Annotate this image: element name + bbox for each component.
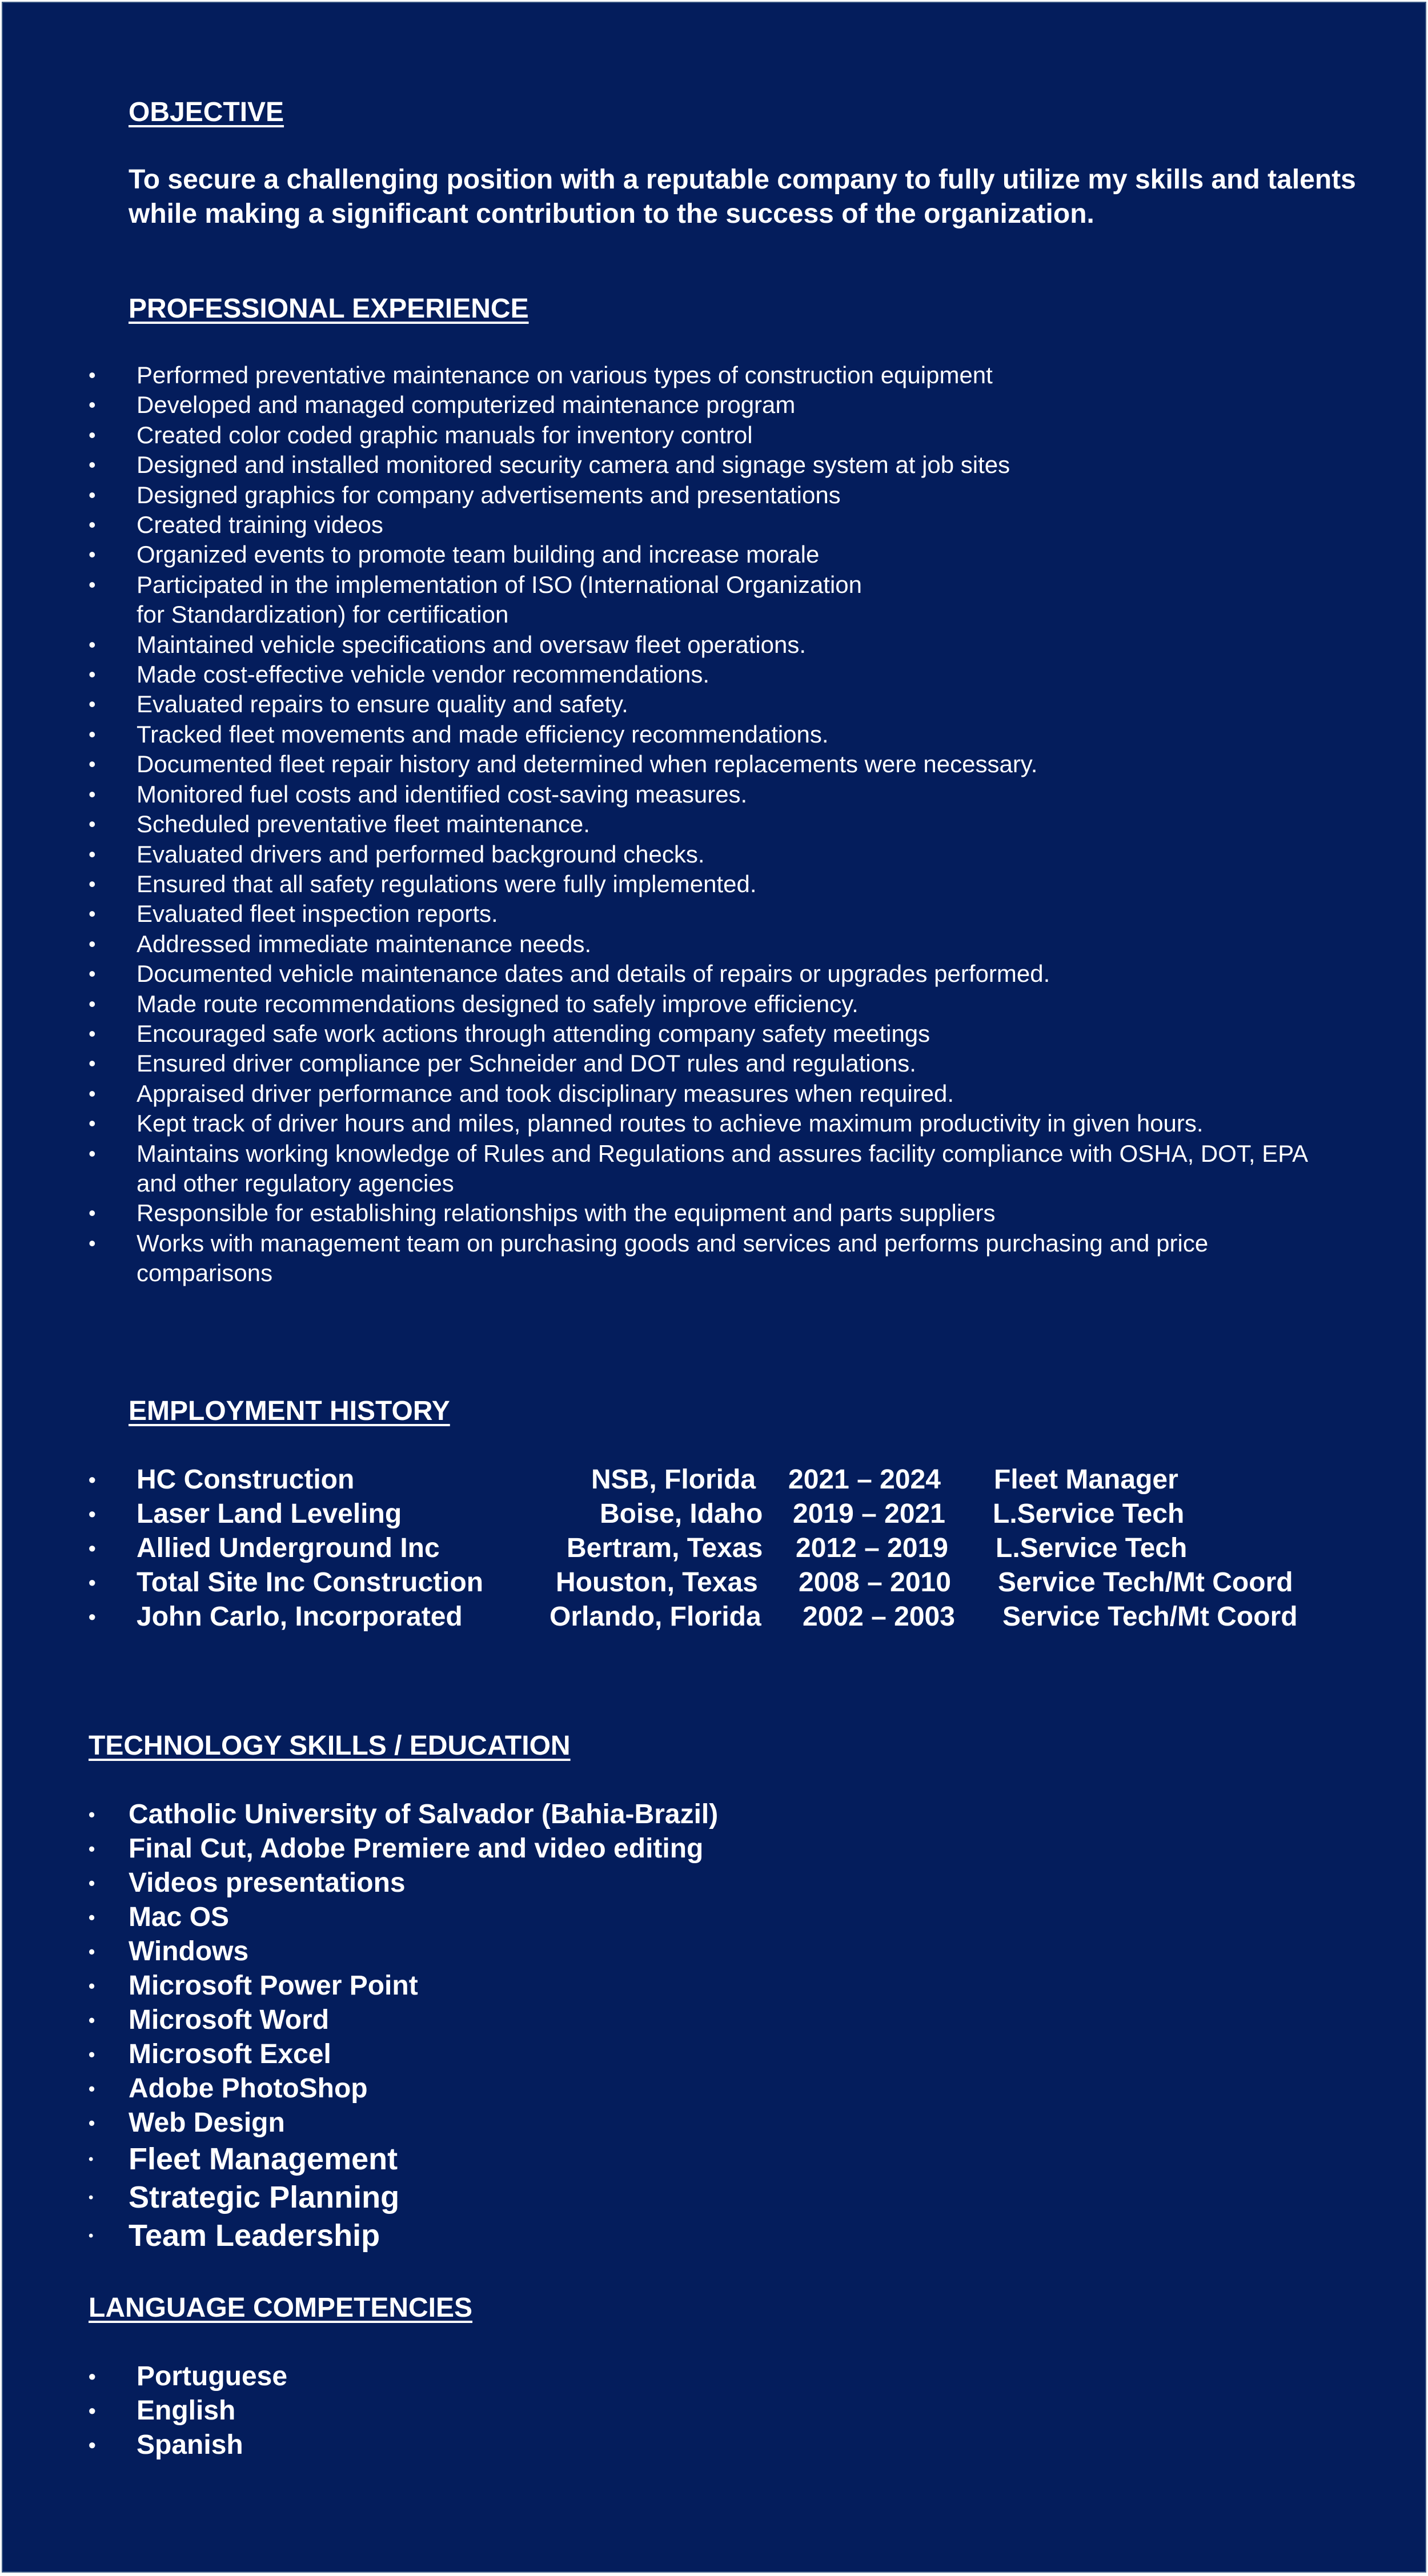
employer-location: Orlando, Florida	[549, 1602, 761, 1632]
bullet: •	[89, 1081, 96, 1105]
experience-item: • Kept track of driver hours and miles, planned routes to achieve maximum productivity in given hours.	[3, 1109, 1426, 1138]
bullet: •	[89, 1536, 96, 1560]
bullet: •	[89, 692, 96, 716]
bullet: •	[89, 2079, 95, 2099]
job-title: Service Tech/Mt Coord	[1002, 1602, 1298, 1632]
employment-years: 2019 – 2021	[793, 1499, 945, 1529]
bullet: •	[89, 423, 96, 447]
bullet: •	[89, 782, 96, 806]
experience-item: • Designed and installed monitored security camera and signage system at job sites	[3, 450, 1426, 480]
language-item: • English	[3, 2394, 1426, 2428]
bullet: •	[89, 453, 96, 477]
bullet: •	[89, 2190, 94, 2205]
experience-item: • Appraised driver performance and took disciplinary measures when required.	[3, 1079, 1426, 1109]
employment-row	[3, 1600, 1426, 1634]
bullet: •	[89, 543, 96, 567]
experience-item: • Performed preventative maintenance on various types of construction equipment	[3, 360, 1426, 390]
bullet: •	[89, 663, 96, 687]
bullet: •	[89, 752, 96, 776]
experience-item: • Responsible for establishing relationships with the equipment and parts suppliers	[3, 1198, 1426, 1228]
bullet: •	[89, 1201, 96, 1225]
employment-years: 2008 – 2010	[799, 1567, 951, 1598]
bullet: •	[89, 902, 96, 926]
employer-name: Total Site Inc Construction	[137, 1567, 484, 1598]
experience-item: • Works with management team on purchasing goods and services and performs purchasing and price comparisons	[89, 1229, 1209, 1287]
resume-page	[2, 2, 1426, 2573]
job-title: Service Tech/Mt Coord	[998, 1567, 1293, 1598]
experience-item: • Tracked fleet movements and made efficiency recommendations.	[3, 720, 1426, 749]
experience-item: • Addressed immediate maintenance needs.	[3, 929, 1426, 959]
skill-item: • Videos presentations	[3, 1866, 1426, 1900]
bullet: •	[89, 1052, 96, 1076]
skill-item: • Fleet Management	[3, 2140, 1426, 2178]
employment-years: 2002 – 2003	[803, 1602, 955, 1632]
bullet: •	[89, 1231, 96, 1255]
skill-item: • Microsoft Power Point	[3, 1969, 1426, 2003]
bullet: •	[89, 2113, 95, 2133]
bullet: •	[89, 572, 96, 596]
skill-item: • Strategic Planning	[3, 2178, 1426, 2217]
experience-item: • Maintains working knowledge of Rules and Regulations and assures facility compliance with OSHA, DOT, EPA and other regulatory agencies	[89, 1139, 1307, 1197]
experience-item: • Designed graphics for company advertisements and presentations	[3, 480, 1426, 510]
bullet: •	[89, 1112, 96, 1135]
experience-item: • Monitored fuel costs and identified cost-saving measures.	[3, 780, 1426, 809]
bullet: •	[89, 2433, 96, 2457]
skill-item: • Team Leadership	[3, 2217, 1426, 2255]
employment-row	[3, 1463, 1426, 1497]
employer-location: NSB, Florida	[591, 1464, 756, 1495]
bullet: •	[89, 932, 96, 956]
bullet: •	[89, 1605, 96, 1628]
bullet: •	[89, 2010, 95, 2031]
bullet: •	[89, 483, 96, 507]
bullet: •	[89, 722, 96, 746]
objective-heading: OBJECTIVE	[129, 97, 284, 127]
bullet: •	[89, 842, 96, 866]
bullet: •	[89, 1502, 96, 1526]
experience-item: • Scheduled preventative fleet maintenance.	[3, 809, 1426, 839]
experience-item: • Maintained vehicle specifications and oversaw fleet operations.	[3, 630, 1426, 660]
experience-item: • Ensured that all safety regulations were fully implemented.	[3, 869, 1426, 899]
employment-row	[3, 1531, 1426, 1566]
bullet: •	[89, 812, 96, 836]
experience-item: • Evaluated repairs to ensure quality and safety.	[3, 689, 1426, 719]
languages-list	[3, 2360, 1426, 2462]
employer-name: HC Construction	[137, 1464, 355, 1495]
bullet: •	[89, 632, 96, 656]
experience-item: • Documented vehicle maintenance dates and details of repairs or upgrades performed.	[3, 959, 1426, 989]
bullet: •	[89, 1141, 96, 1165]
employment-row	[3, 1497, 1426, 1531]
experience-item: • Encouraged safe work actions through attending company safety meetings	[3, 1019, 1426, 1049]
skill-item: • Web Design	[3, 2106, 1426, 2140]
skill-item: • Microsoft Excel	[3, 2037, 1426, 2072]
language-item: • Spanish	[3, 2428, 1426, 2462]
bullet: •	[89, 1804, 95, 1825]
experience-item: • Made cost-effective vehicle vendor recommendations.	[3, 660, 1426, 689]
experience-item-continuation: for Standardization) for certification	[137, 601, 509, 628]
employer-name: John Carlo, Incorporated	[137, 1602, 463, 1632]
skill-item: • Microsoft Word	[3, 2003, 1426, 2037]
employer-location: Boise, Idaho	[600, 1499, 763, 1529]
bullet: •	[89, 992, 96, 1016]
experience-item: • Made route recommendations designed to safely improve efficiency.	[3, 989, 1426, 1019]
experience-item: • Documented fleet repair history and determined when replacements were necessary.	[3, 749, 1426, 779]
bullet: •	[89, 2399, 96, 2422]
employment-years: 2012 – 2019	[796, 1533, 948, 1563]
bullet: •	[89, 1976, 95, 1996]
bullet: •	[89, 1873, 95, 1893]
employment-list	[3, 1463, 1426, 1634]
job-title: L.Service Tech	[996, 1533, 1188, 1563]
skill-item: • Mac OS	[3, 1900, 1426, 1935]
employment-years: 2021 – 2024	[788, 1464, 941, 1495]
experience-item: • Evaluated fleet inspection reports.	[3, 899, 1426, 929]
skill-item: • Catholic University of Salvador (Bahia-Brazil)	[3, 1797, 1426, 1832]
bullet: •	[89, 1571, 96, 1594]
bullet: •	[89, 2152, 94, 2167]
job-title: L.Service Tech	[993, 1499, 1185, 1529]
bullet: •	[89, 962, 96, 986]
bullet: •	[89, 393, 96, 417]
bullet: •	[89, 1839, 95, 1859]
employment-row	[3, 1566, 1426, 1600]
experience-item: • Organized events to promote team building and increase morale	[3, 540, 1426, 569]
bullet: •	[89, 872, 96, 896]
bullet: •	[89, 2228, 94, 2244]
bullet: •	[89, 1468, 96, 1491]
experience-item: • Created color coded graphic manuals for inventory control	[3, 420, 1426, 450]
experience-list	[3, 360, 1426, 1289]
language-item: • Portuguese	[3, 2360, 1426, 2394]
skills-list	[3, 1797, 1426, 2255]
skills-heading: TECHNOLOGY SKILLS / EDUCATION	[89, 1731, 571, 1761]
employer-location: Bertram, Texas	[567, 1533, 763, 1563]
employment-heading: EMPLOYMENT HISTORY	[129, 1396, 450, 1426]
bullet: •	[89, 1907, 95, 1928]
experience-item: • Created training videos	[3, 510, 1426, 540]
employer-name: Allied Underground Inc	[137, 1533, 440, 1563]
experience-heading: PROFESSIONAL EXPERIENCE	[129, 294, 529, 324]
bullet: •	[89, 1941, 95, 1962]
bullet: •	[89, 2044, 95, 2065]
experience-item: • Evaluated drivers and performed background checks.	[3, 840, 1426, 869]
job-title: Fleet Manager	[994, 1464, 1178, 1495]
languages-heading: LANGUAGE COMPETENCIES	[89, 2293, 473, 2323]
bullet: •	[89, 363, 96, 387]
bullet: •	[89, 513, 96, 537]
experience-item: • Developed and managed computerized maintenance program	[3, 390, 1426, 420]
employer-location: Houston, Texas	[556, 1567, 758, 1598]
skill-item: • Adobe PhotoShop	[3, 2072, 1426, 2106]
experience-item: • Ensured driver compliance per Schneider and DOT rules and regulations.	[3, 1049, 1426, 1078]
skill-item: • Final Cut, Adobe Premiere and video editing	[3, 1832, 1426, 1866]
objective-text: To secure a challenging position with a reputable company to fully utilize my skills and talents while making a significant contribution to the success of the organization.	[129, 164, 1356, 229]
experience-item: • Participated in the implementation of ISO (International Organization	[3, 570, 1426, 600]
bullet: •	[89, 2365, 96, 2388]
bullet: •	[89, 1021, 96, 1045]
skill-item: • Windows	[3, 1935, 1426, 1969]
employer-name: Laser Land Leveling	[137, 1499, 402, 1529]
